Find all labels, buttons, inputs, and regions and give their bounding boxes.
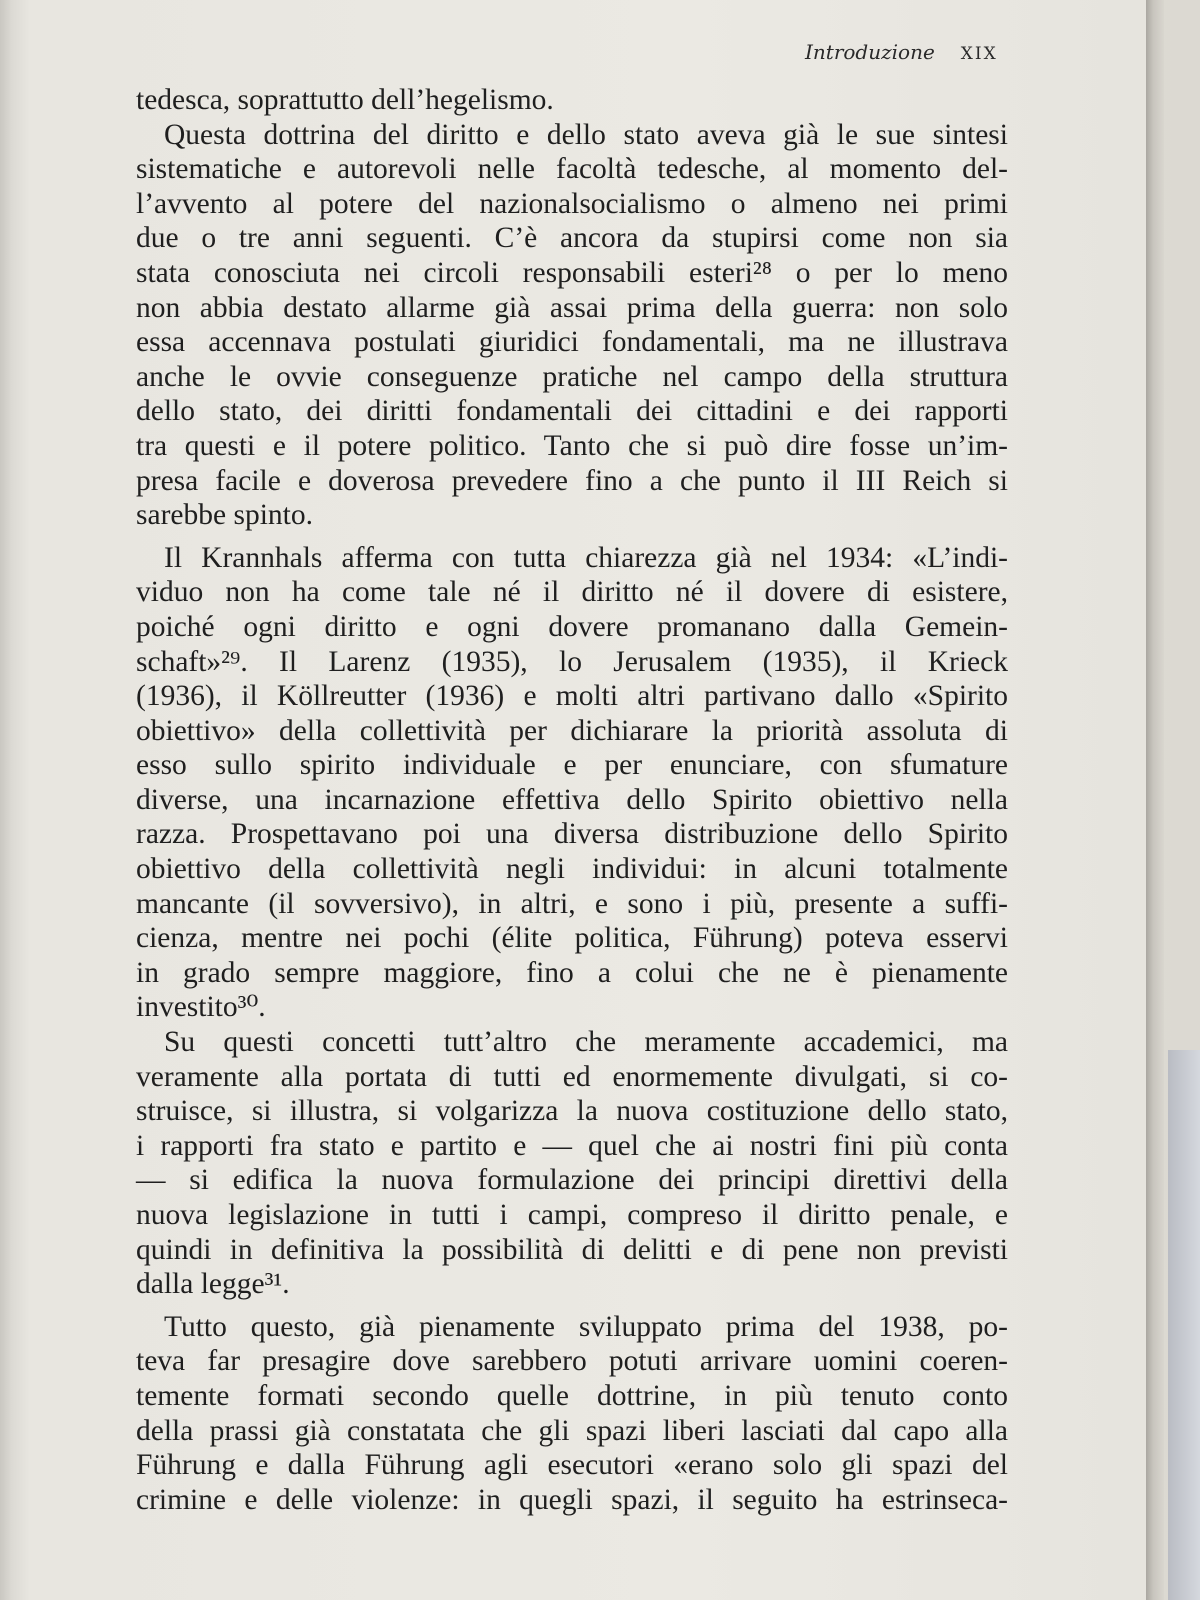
text-line: viduo non ha come tale né il diritto né il dovere di esistere, xyxy=(136,576,1008,609)
running-header xyxy=(805,40,1005,64)
text-line: della prassi già constatata che gli spazi liberi lasciati dal capo alla xyxy=(136,1414,1008,1447)
text-line: Su questi concetti tutt’altro che meramente accademici, ma xyxy=(164,1026,1008,1059)
text-line: mancante (il sovversivo), in altri, e sono i più, presente a suffi- xyxy=(136,887,1008,920)
text-line: — si edifica la nuova formulazione dei principi direttivi della xyxy=(136,1164,1008,1197)
text-line: Führung e dalla Führung agli esecutori «erano solo gli spazi del xyxy=(136,1449,1008,1482)
text-line: dello stato, dei diritti fondamentali dei cittadini e dei rapporti xyxy=(136,395,1008,428)
text-line: anche le ovvie conseguenze pratiche nel campo della struttura xyxy=(136,360,1008,393)
text-line: due o tre anni seguenti. C’è ancora da stupirsi come non sia xyxy=(136,222,1008,255)
text-line: investito³⁰. xyxy=(136,991,266,1024)
text-line: sarebbe spinto. xyxy=(136,499,313,532)
text-line: i rapporti fra stato e partito e — quel che ai nostri fini più conta xyxy=(136,1129,1008,1162)
text-line: nuova legislazione in tutti i campi, compreso il diritto penale, e xyxy=(136,1199,1008,1231)
text-line: schaft»²⁹. Il Larenz (1935), lo Jerusalem (1935), il Krieck xyxy=(136,645,1008,678)
page-number: XIX xyxy=(960,44,998,64)
text-line: stata conosciuta nei circoli responsabili esteri²⁸ o per lo meno xyxy=(136,256,1008,289)
text-line: crimine e delle violenze: in quegli spazi, il seguito ha estrinseca- xyxy=(136,1483,1008,1516)
text-line: Il Krannhals afferma con tutta chiarezza già nel 1934: «L’indi- xyxy=(164,541,1008,574)
text-line: (1936), il Köllreutter (1936) e molti altri partivano dallo «Spirito xyxy=(136,680,1008,713)
text-line: in grado sempre maggiore, fino a colui che ne è pienamente xyxy=(136,956,1008,989)
text-line: teva far presagire dove sarebbero potuti arrivare uomini coeren- xyxy=(136,1345,1008,1378)
chapter-title: Introduzione xyxy=(805,40,935,64)
text-line: poiché ogni diritto e ogni dovere promanano dalla Gemein- xyxy=(136,610,1008,643)
text-line: temente formati secondo quelle dottrine, in più tenuto conto xyxy=(136,1379,1008,1412)
text-line: tra questi e il potere politico. Tanto che si può dire fosse un’im- xyxy=(136,429,1008,462)
text-line: tedesca, soprattutto dell’hegelismo. xyxy=(136,84,554,116)
text-line: razza. Prospettavano poi una diversa distribuzione dello Spirito xyxy=(136,818,1008,851)
text-line: non abbia destato allarme già assai prima della guerra: non solo xyxy=(136,291,1008,324)
body-text xyxy=(136,83,1008,1517)
text-line: presa facile e doverosa prevedere fino a che punto il III Reich si xyxy=(136,464,1008,497)
text-line: sistematiche e autorevoli nelle facoltà tedesche, al momento del- xyxy=(136,153,1008,186)
text-line: Tutto questo, già pienamente sviluppato prima del 1938, po- xyxy=(164,1310,1008,1343)
text-line: obiettivo della collettività negli individui: in alcuni totalmente xyxy=(136,853,1008,886)
text-line: struisce, si illustra, si volgarizza la nuova costituzione dello stato, xyxy=(136,1095,1008,1128)
text-line: diverse, una incarnazione effettiva dello Spirito obiettivo nella xyxy=(136,783,1008,816)
book-cover-edge xyxy=(1168,1050,1200,1600)
text-line: obiettivo» della collettività per dichiarare la priorità assoluta di xyxy=(136,714,1008,747)
text-line: veramente alla portata di tutti ed enormemente divulgati, si co- xyxy=(136,1060,1008,1093)
text-line: quindi in definitiva la possibilità di delitti e di pene non previsti xyxy=(136,1233,1008,1266)
text-line: dalla legge³¹. xyxy=(136,1268,290,1301)
page-edge xyxy=(1146,0,1164,1600)
text-line: l’avvento al potere del nazionalsocialismo o almeno nei primi xyxy=(136,187,1008,220)
text-line: essa accennava postulati giuridici fondamentali, ma ne illustrava xyxy=(136,326,1008,359)
text-line: Questa dottrina del diritto e dello stato aveva già le sue sintesi xyxy=(164,118,1008,151)
text-line: cienza, mentre nei pochi (élite politica, Führung) poteva esservi xyxy=(136,922,1008,955)
text-line: esso sullo spirito individuale e per enunciare, con sfumature xyxy=(136,749,1008,782)
